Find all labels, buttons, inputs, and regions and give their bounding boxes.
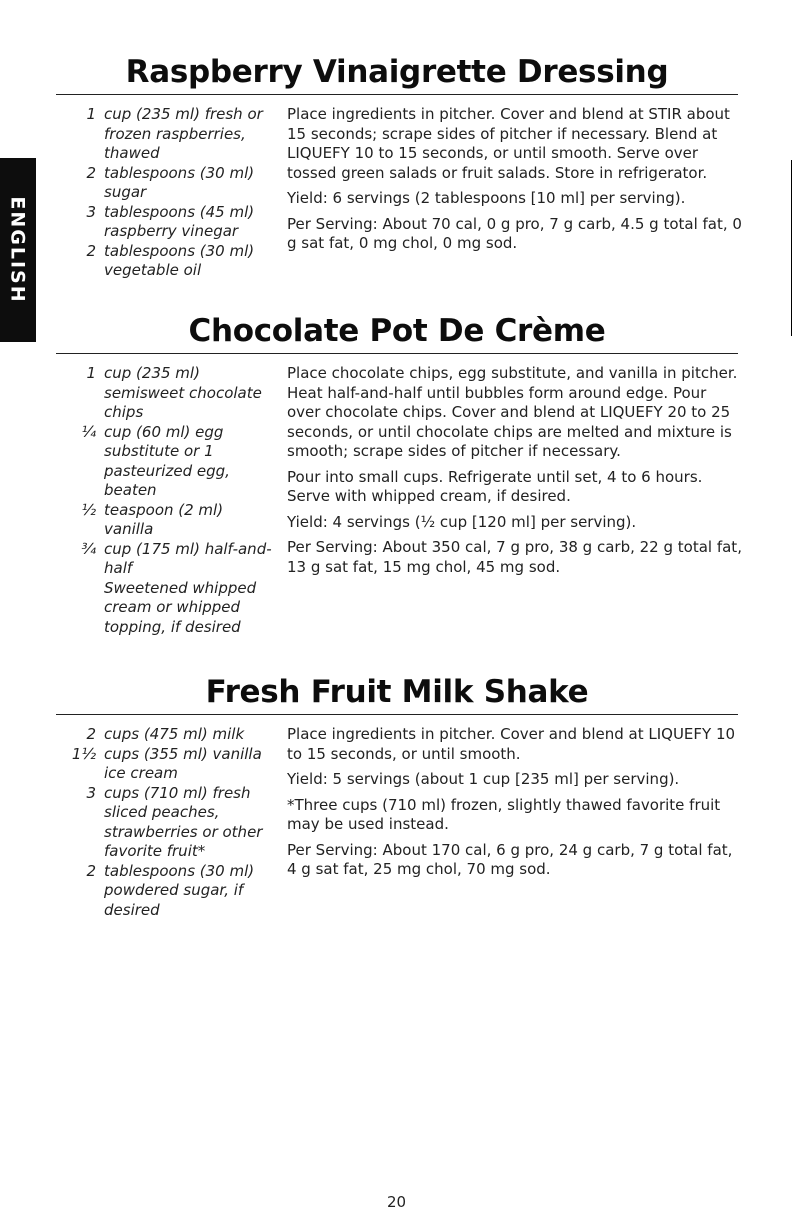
instruction-paragraph: Place chocolate chips, egg substitute, and vanilla in pitcher. Heat half-and-half until bubbles form around edge. Pour over chocolate chips. Cover and blend at LIQUEFY 20 to 25 seconds, or until chocolate chips are melted and mixture is smooth; scrape sides of pitcher if necessary. [287, 364, 738, 460]
language-tab [0, 158, 36, 342]
ingredient-item [56, 423, 276, 501]
ingredient-quantity: 3 [86, 202, 96, 221]
ingredient-quantity: 2 [86, 241, 96, 260]
ingredient-text: teaspoon (2 ml) vanilla [104, 500, 224, 538]
recipe-title: Raspberry Vinaigrette Dressing [125, 54, 669, 90]
title-divider [56, 353, 738, 354]
ingredient-text: cup (175 ml) half-and-half [104, 539, 272, 577]
ingredient-text: cups (355 ml) vanilla ice cream [104, 744, 262, 782]
footnote-text: *Three cups (710 ml) frozen, slightly thawed favorite fruit may be used instead. [287, 795, 721, 833]
ingredient-quantity: 1½ [71, 744, 96, 763]
ingredient-quantity: 2 [86, 725, 96, 743]
ingredient-text: tablespoons (30 ml) sugar [104, 163, 255, 201]
ingredient-quantity: ¾ [81, 539, 96, 558]
title-divider [56, 714, 738, 715]
ingredient-item [56, 203, 276, 242]
ingredient-text: tablespoons (30 ml) vegetable oil [104, 241, 255, 279]
ingredient-list [56, 364, 276, 637]
title-divider [56, 94, 738, 95]
ingredient-item [56, 364, 276, 423]
ingredient-item [56, 164, 276, 203]
instructions [287, 725, 742, 886]
ingredient-item [56, 242, 276, 281]
ingredient-quantity: 1 [86, 364, 96, 382]
ingredient-item [56, 540, 276, 579]
nutrition-text: Per Serving: About 170 cal, 6 g pro, 24 g carb, 7 g total fat, 4 g sat fat, 25 mg chol, 70 mg sod. [287, 840, 733, 878]
ingredient-text: tablespoons (45 ml) raspberry vinegar [104, 202, 255, 240]
ingredient-quantity: 2 [86, 861, 96, 880]
instruction-paragraph: Place ingredients in pitcher. Cover and blend at LIQUEFY 10 to 15 seconds, or until smooth. [287, 725, 736, 763]
instructions [287, 105, 742, 260]
ingredient-text: Sweetened whipped cream or whipped topping, if desired [104, 578, 257, 636]
recipe-chocolate-pot-de-creme [56, 311, 742, 636]
ingredient-quantity: 3 [86, 783, 96, 802]
ingredient-quantity: ¼ [81, 422, 96, 441]
ingredient-item [56, 784, 276, 862]
ingredient-text: cup (235 ml) semisweet chocolate chips [104, 364, 262, 421]
nutrition-text: Per Serving: About 70 cal, 0 g pro, 7 g carb, 4.5 g total fat, 0 g sat fat, 0 mg chol, 0 mg sod. [287, 214, 742, 252]
nutrition-text: Per Serving: About 350 cal, 7 g pro, 38 g carb, 22 g total fat, 13 g sat fat, 15 mg chol, 45 mg sod. [287, 538, 742, 576]
ingredient-list [56, 105, 276, 281]
ingredient-text: cups (475 ml) milk [104, 725, 245, 743]
page-number: 20 [386, 1193, 407, 1211]
margin-rule [791, 160, 792, 336]
recipe-fresh-fruit-milk-shake [56, 672, 738, 919]
ingredient-text: cups (710 ml) fresh sliced peaches, strawberries or other favorite fruit* [104, 783, 263, 860]
ingredient-quantity: 1 [86, 105, 96, 123]
recipe-raspberry-vinaigrette [56, 52, 742, 279]
ingredient-item [56, 105, 276, 164]
recipe-title: Chocolate Pot De Crème [188, 313, 606, 349]
ingredient-text: cup (60 ml) egg substitute or 1 pasteurized egg, beaten [104, 422, 230, 499]
language-tab-label: ENGLISH [7, 196, 29, 304]
ingredient-quantity: 2 [86, 163, 96, 182]
ingredient-item [56, 501, 276, 540]
ingredient-quantity: ½ [81, 500, 96, 519]
recipe-title: Fresh Fruit Milk Shake [205, 674, 589, 710]
instruction-paragraph: Place ingredients in pitcher. Cover and blend at STIR about 15 seconds; scrape sides of pitcher if necessary. Blend at LIQUEFY 10 to 15 seconds, or until smooth. Serve over tossed green salads or fruit salads. Store in refrigerator. [287, 105, 730, 182]
ingredient-item [56, 725, 276, 745]
instructions [287, 364, 742, 583]
yield-text: Yield: 6 servings (2 tablespoons [10 ml] per serving). [287, 189, 686, 207]
ingredient-item [56, 579, 276, 638]
ingredient-text: cup (235 ml) fresh or frozen raspberries, thawed [104, 105, 263, 162]
yield-text: Yield: 5 servings (about 1 cup [235 ml] per serving). [287, 770, 680, 788]
instruction-paragraph: Pour into small cups. Refrigerate until set, 4 to 6 hours. Serve with whipped cream, if desired. [287, 467, 703, 505]
ingredient-list [56, 725, 276, 920]
ingredient-item [56, 745, 276, 784]
yield-text: Yield: 4 servings (½ cup [120 ml] per serving). [287, 512, 637, 531]
ingredient-text: tablespoons (30 ml) powdered sugar, if desired [104, 861, 255, 919]
ingredient-item [56, 862, 276, 921]
